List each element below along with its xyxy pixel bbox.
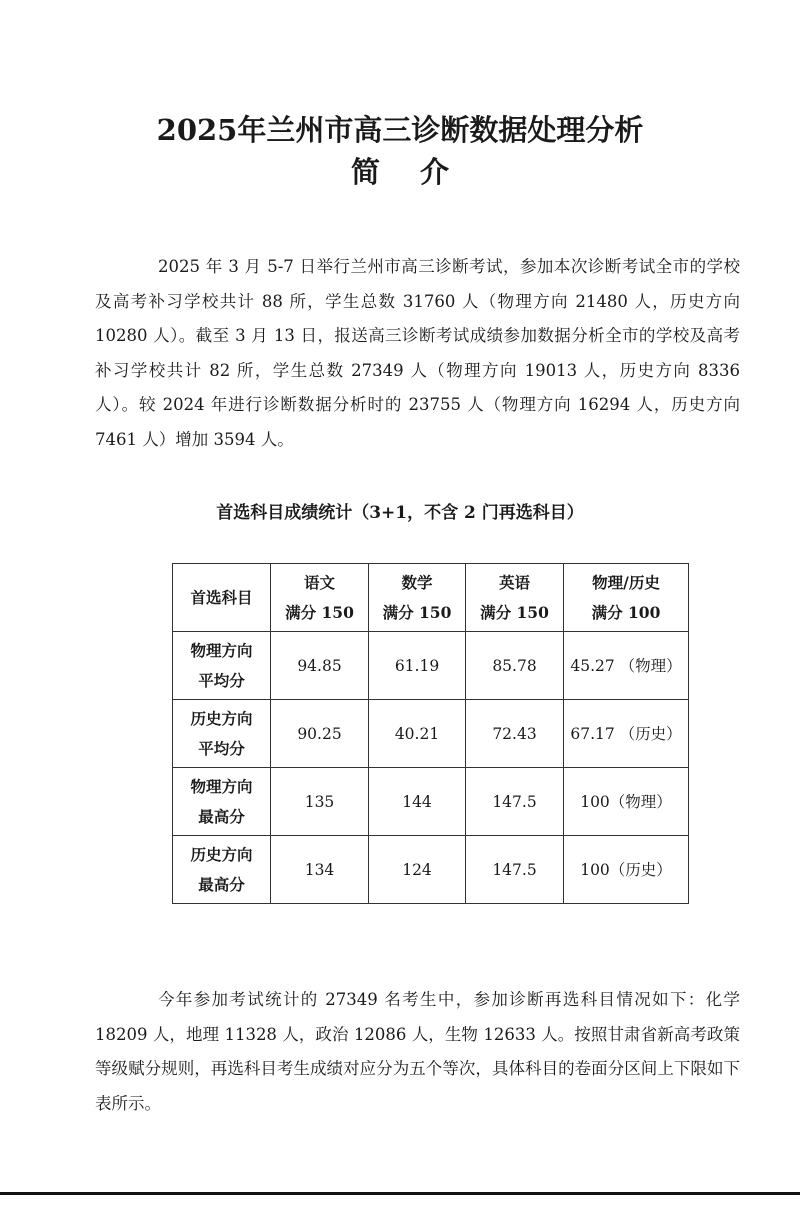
table-caption: 首选科目成绩统计（3+1，不含 2 门再选科目） <box>216 503 584 523</box>
row-label <box>173 700 271 768</box>
header-sublabel: 满分 150 <box>382 602 452 622</box>
cell: 144 <box>369 768 466 836</box>
table-row <box>173 836 689 904</box>
score-table <box>172 563 689 904</box>
header-sublabel: 满分 100 <box>591 602 661 622</box>
page-bottom-edge <box>0 1192 800 1195</box>
header-label: 首选科目 <box>190 587 253 607</box>
cell: 124 <box>369 836 466 904</box>
cell: 40.21 <box>369 700 466 768</box>
header-cell <box>271 564 369 632</box>
cell: 147.5 <box>466 768 564 836</box>
header-cell <box>369 564 466 632</box>
row-label-line1: 物理方向 <box>190 776 253 796</box>
table-row <box>173 632 689 700</box>
row-label-line2: 平均分 <box>198 738 245 758</box>
header-cell <box>564 564 689 632</box>
table-row <box>173 700 689 768</box>
cell: 85.78 <box>466 632 564 700</box>
intro-paragraph: 2025 年 3 月 5-7 日举行兰州市高三诊断考试，参加本次诊断考试全市的学校及高考补习学校共计 88 所，学生总数 31760 人（物理方向 21480 人，历史方向 10280 人）。截至 3 月 13 日，报送高三诊断考试成绩参加数据分析全市的学校及高考补习学校共计 82 所，学生总数 27349 人（物理方向 19013 人，历史方向 8336 人）。较 2024 年进行诊断数据分析时的 23755 人（物理方向 16294 人，历史方向 7461 人）增加 3594 人。 <box>95 257 740 449</box>
header-cell <box>466 564 564 632</box>
cell: 61.19 <box>369 632 466 700</box>
cell: 90.25 <box>271 700 369 768</box>
row-label <box>173 836 271 904</box>
row-label-line2: 最高分 <box>198 874 245 894</box>
header-label: 语文 <box>303 572 335 592</box>
cell: 67.17 （历史） <box>564 700 689 768</box>
row-label-line2: 平均分 <box>198 670 245 690</box>
row-label <box>173 768 271 836</box>
row-label-line1: 物理方向 <box>190 640 253 660</box>
row-label-line1: 历史方向 <box>190 844 253 864</box>
header-label: 物理/历史 <box>592 572 660 592</box>
header-sublabel: 满分 150 <box>285 602 354 622</box>
row-label-line2: 最高分 <box>198 806 245 826</box>
cell: 72.43 <box>466 700 564 768</box>
table-row <box>173 768 689 836</box>
cell: 100（历史） <box>564 836 689 904</box>
cell: 94.85 <box>271 632 369 700</box>
cell: 100（物理） <box>564 768 689 836</box>
row-label <box>173 632 271 700</box>
header-sublabel: 满分 150 <box>480 602 549 622</box>
header-label: 数学 <box>401 572 433 592</box>
cell: 135 <box>271 768 369 836</box>
table-header-row <box>173 564 689 632</box>
document-title: 2025年兰州市高三诊断数据处理分析 <box>156 113 644 147</box>
header-cell <box>173 564 271 632</box>
cell: 134 <box>271 836 369 904</box>
document-subtitle: 简介 <box>350 155 489 189</box>
header-label: 英语 <box>498 572 530 592</box>
cell: 45.27 （物理） <box>564 632 689 700</box>
closing-paragraph: 今年参加考试统计的 27349 名考生中，参加诊断再选科目情况如下：化学 18209 人，地理 11328 人，政治 12086 人，生物 12633 人。按照甘肃省新高考政策等级赋分规则，再选科目考生成绩对应分为五个等次，具体科目的卷面分区间上下限如下表所示。 <box>95 990 740 1113</box>
row-label-line1: 历史方向 <box>190 708 253 728</box>
cell: 147.5 <box>466 836 564 904</box>
